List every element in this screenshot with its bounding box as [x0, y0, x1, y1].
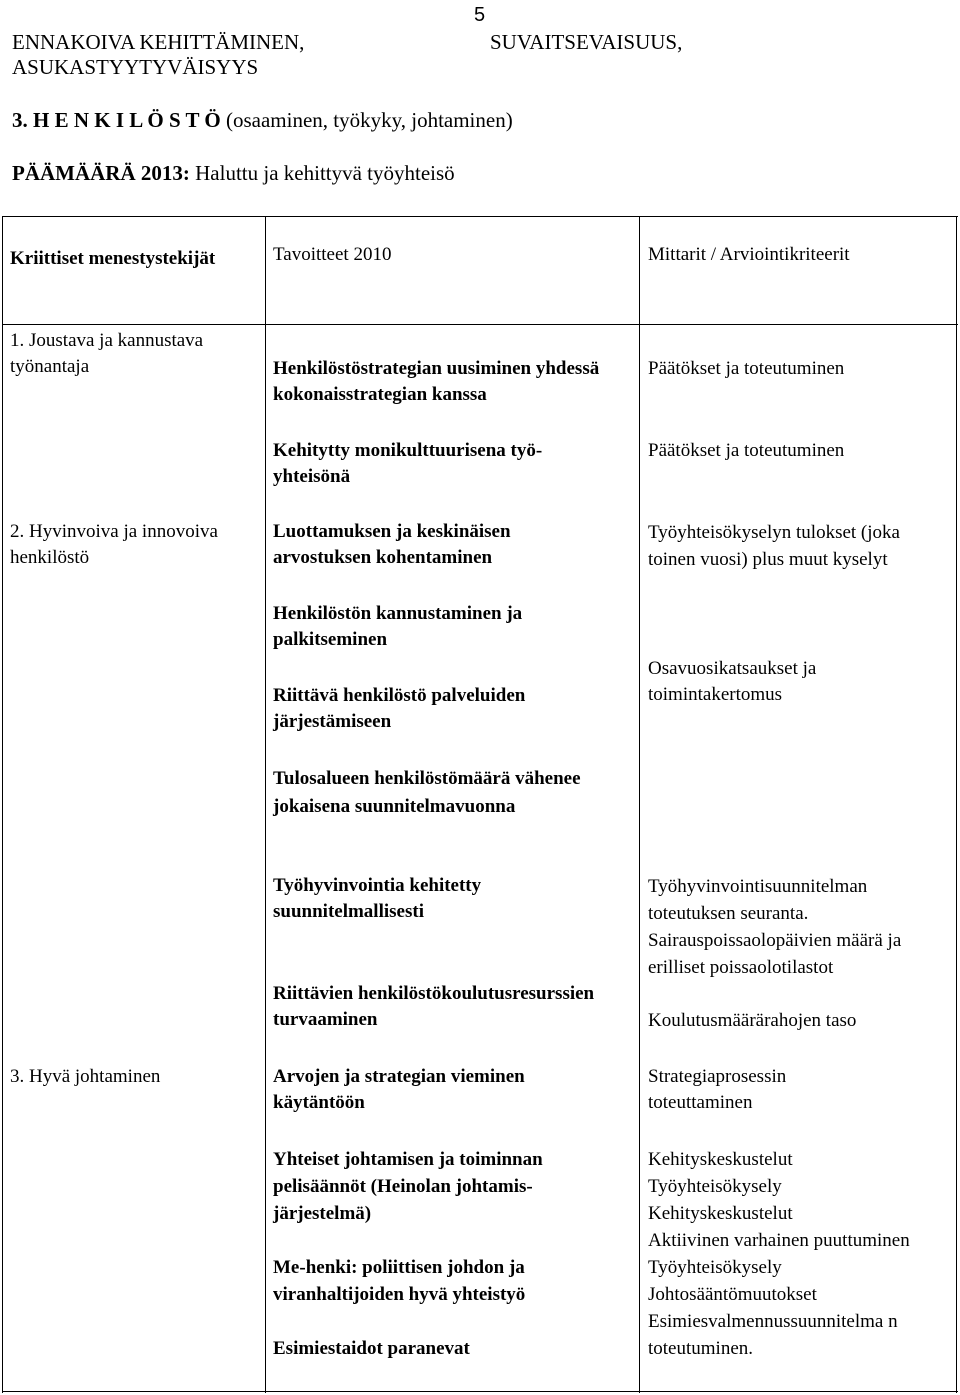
header-left-line1: ENNAKOIVA KEHITTÄMINEN,	[12, 30, 305, 54]
goal-item-10: Yhteiset johtamisen ja toiminnan pelisäännöt (Heinolan johtamis-järjestelmä)	[273, 1149, 543, 1224]
metric-8-line: Työyhteisökysely	[648, 1257, 782, 1278]
goal-item-3: Luottamuksen ja keskinäisen arvostuksen kohentaminen	[273, 521, 511, 568]
metric-8-line: Kehityskeskustelut	[648, 1203, 793, 1224]
goal-item-6: Tulosalueen henkilöstömäärä vähenee jokaisena suunnitelmavuonna	[273, 768, 581, 817]
header-metrics: Mittarit / Arviointikriteerit	[648, 244, 850, 265]
goal-item-12: Esimiestaidot paranevat	[273, 1338, 470, 1359]
page-number: 5	[474, 4, 486, 26]
header-right-line1: SUVAITSEVAISUUS,	[490, 30, 683, 54]
metric-6: Koulutusmäärärahojen taso	[648, 1010, 857, 1031]
metric-3: Työyhteisökyselyn tulokset (joka toinen vuosi) plus muut kyselyt	[648, 522, 900, 570]
metric-8-line: Kehityskeskustelut	[648, 1149, 793, 1170]
goal-item-4: Henkilöstön kannustaminen ja palkitseminen	[273, 603, 523, 650]
goal-item-9: Arvojen ja strategian vieminen käytäntöön	[273, 1066, 525, 1113]
goal-heading	[12, 161, 455, 186]
header-critical-factors: Kriittiset menestystekijät	[10, 248, 216, 269]
metric-8-line: Esimiesvalmennussuunnitelma n toteutuminen.	[648, 1311, 898, 1359]
metric-1: Päätökset ja toteutuminen	[648, 358, 845, 379]
metric-7: Strategiaprosessin toteuttaminen	[648, 1066, 787, 1113]
table-border-bottom	[2, 1391, 958, 1392]
metric-8-line: Aktiivinen varhainen puuttuminen	[648, 1230, 910, 1251]
table-border-top	[2, 216, 958, 217]
section-title-bold: 3. H E N K I L Ö S T Ö	[12, 108, 221, 132]
section-title-subtitle: (osaaminen, työkyky, johtaminen)	[225, 108, 513, 132]
metric-8-line: Johtosääntömuutokset	[648, 1284, 817, 1305]
metric-2: Päätökset ja toteutuminen	[648, 440, 845, 461]
factor-2: 2. Hyvinvoiva ja innovoiva henkilöstö	[10, 521, 218, 568]
table-header-divider	[2, 324, 958, 325]
goal-label: PÄÄMÄÄRÄ 2013:	[12, 161, 190, 185]
factor-3: 3. Hyvä johtaminen	[10, 1066, 161, 1087]
header-left-line2: ASUKASTYYTYVÄISYYS	[12, 55, 259, 79]
metric-8	[648, 1146, 948, 1362]
goal-item-7: Työhyvinvointia kehitetty suunnitelmallisesti	[273, 875, 482, 922]
metric-5: Työhyvinvointisuunnitelman toteutuksen seuranta. Sairauspoissaolopäivien määrä ja erilliset poissaolotilastot	[648, 876, 902, 978]
header-right	[490, 30, 682, 55]
factor-1: 1. Joustava ja kannustava työnantaja	[10, 330, 204, 377]
table-divider-1	[265, 216, 266, 1393]
goal-item-5: Riittävä henkilöstö palveluiden järjestämiseen	[273, 685, 526, 732]
goal-item-8: Riittävien henkilöstökoulutusresurssien turvaaminen	[273, 983, 595, 1030]
table-divider-2	[639, 216, 640, 1393]
strategy-table	[2, 216, 958, 1393]
table-border-right	[956, 216, 957, 1393]
metric-8-line: Työyhteisökysely	[648, 1176, 782, 1197]
table-border-left	[2, 216, 3, 1393]
goal-text: Haluttu ja kehittyvä työyhteisö	[195, 161, 455, 185]
goal-item-2: Kehitytty monikulttuurisena työ-yhteisönä	[273, 440, 543, 487]
goal-item-1: Henkilöstöstrategian uusiminen yhdessä kokonaisstrategian kanssa	[273, 358, 600, 405]
header-goals: Tavoitteet 2010	[273, 244, 392, 265]
section-title	[12, 108, 513, 133]
header-left	[12, 30, 304, 80]
goal-item-11: Me-henki: poliittisen johdon ja viranhaltijoiden hyvä yhteistyö	[273, 1257, 526, 1305]
metric-4: Osavuosikatsaukset ja toimintakertomus	[648, 658, 817, 705]
